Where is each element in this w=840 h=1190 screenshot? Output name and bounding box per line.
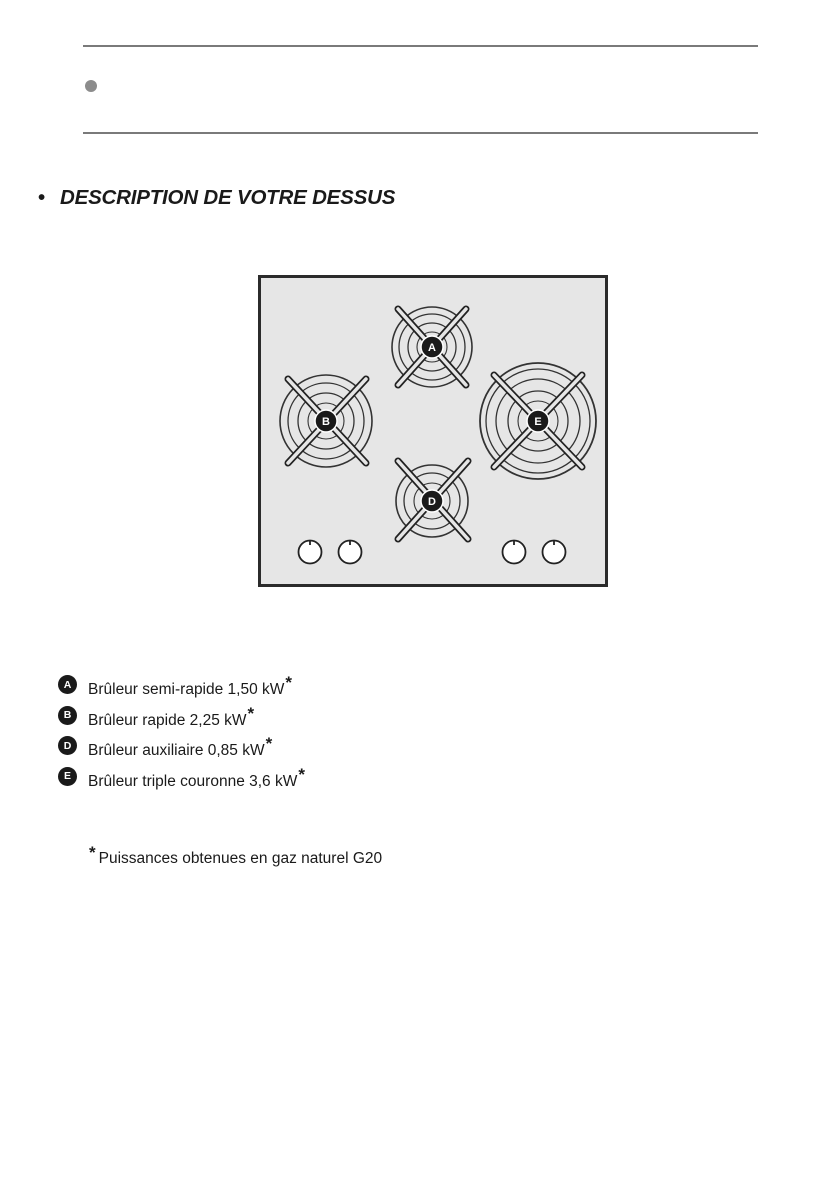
badge-a: A bbox=[58, 675, 77, 694]
asterisk-mark: * bbox=[265, 734, 273, 753]
burner-d-label: D bbox=[428, 496, 436, 508]
heading-bullet: • bbox=[38, 186, 45, 209]
asterisk-mark: * bbox=[285, 673, 293, 692]
top-rule bbox=[83, 45, 758, 47]
legend-item-e bbox=[58, 764, 305, 798]
footnote bbox=[89, 843, 383, 868]
footnote-text: Puissances obtenues en gaz naturel G20 bbox=[98, 850, 383, 867]
asterisk-mark: * bbox=[298, 764, 305, 784]
badge-e: E bbox=[58, 767, 77, 786]
badge-d: D bbox=[58, 736, 77, 755]
footnote-asterisk: * bbox=[89, 843, 96, 862]
burner-a-label: A bbox=[428, 342, 436, 354]
burner-e-label: E bbox=[534, 416, 542, 428]
burner-b-label: B bbox=[322, 416, 330, 428]
burner-legend bbox=[58, 675, 305, 797]
note-bullet-icon bbox=[85, 80, 97, 92]
section-heading bbox=[38, 186, 395, 210]
bottom-rule bbox=[83, 132, 758, 134]
legend-text-e: Brûleur triple couronne 3,6 kW bbox=[88, 772, 298, 790]
heading-title: DESCRIPTION DE VOTRE DESSUS bbox=[60, 186, 396, 209]
badge-b: B bbox=[58, 706, 77, 725]
legend-text-a: Brûleur semi-rapide 1,50 kW bbox=[88, 681, 285, 698]
legend-item-a bbox=[58, 675, 305, 706]
hob-diagram bbox=[258, 275, 608, 587]
legend-item-b bbox=[58, 703, 305, 737]
asterisk-mark: * bbox=[247, 703, 255, 723]
legend-text-b: Brûleur rapide 2,25 kW bbox=[88, 711, 247, 729]
legend-text-d: Brûleur auxiliaire 0,85 kW bbox=[88, 742, 265, 759]
legend-item-d bbox=[58, 736, 305, 767]
